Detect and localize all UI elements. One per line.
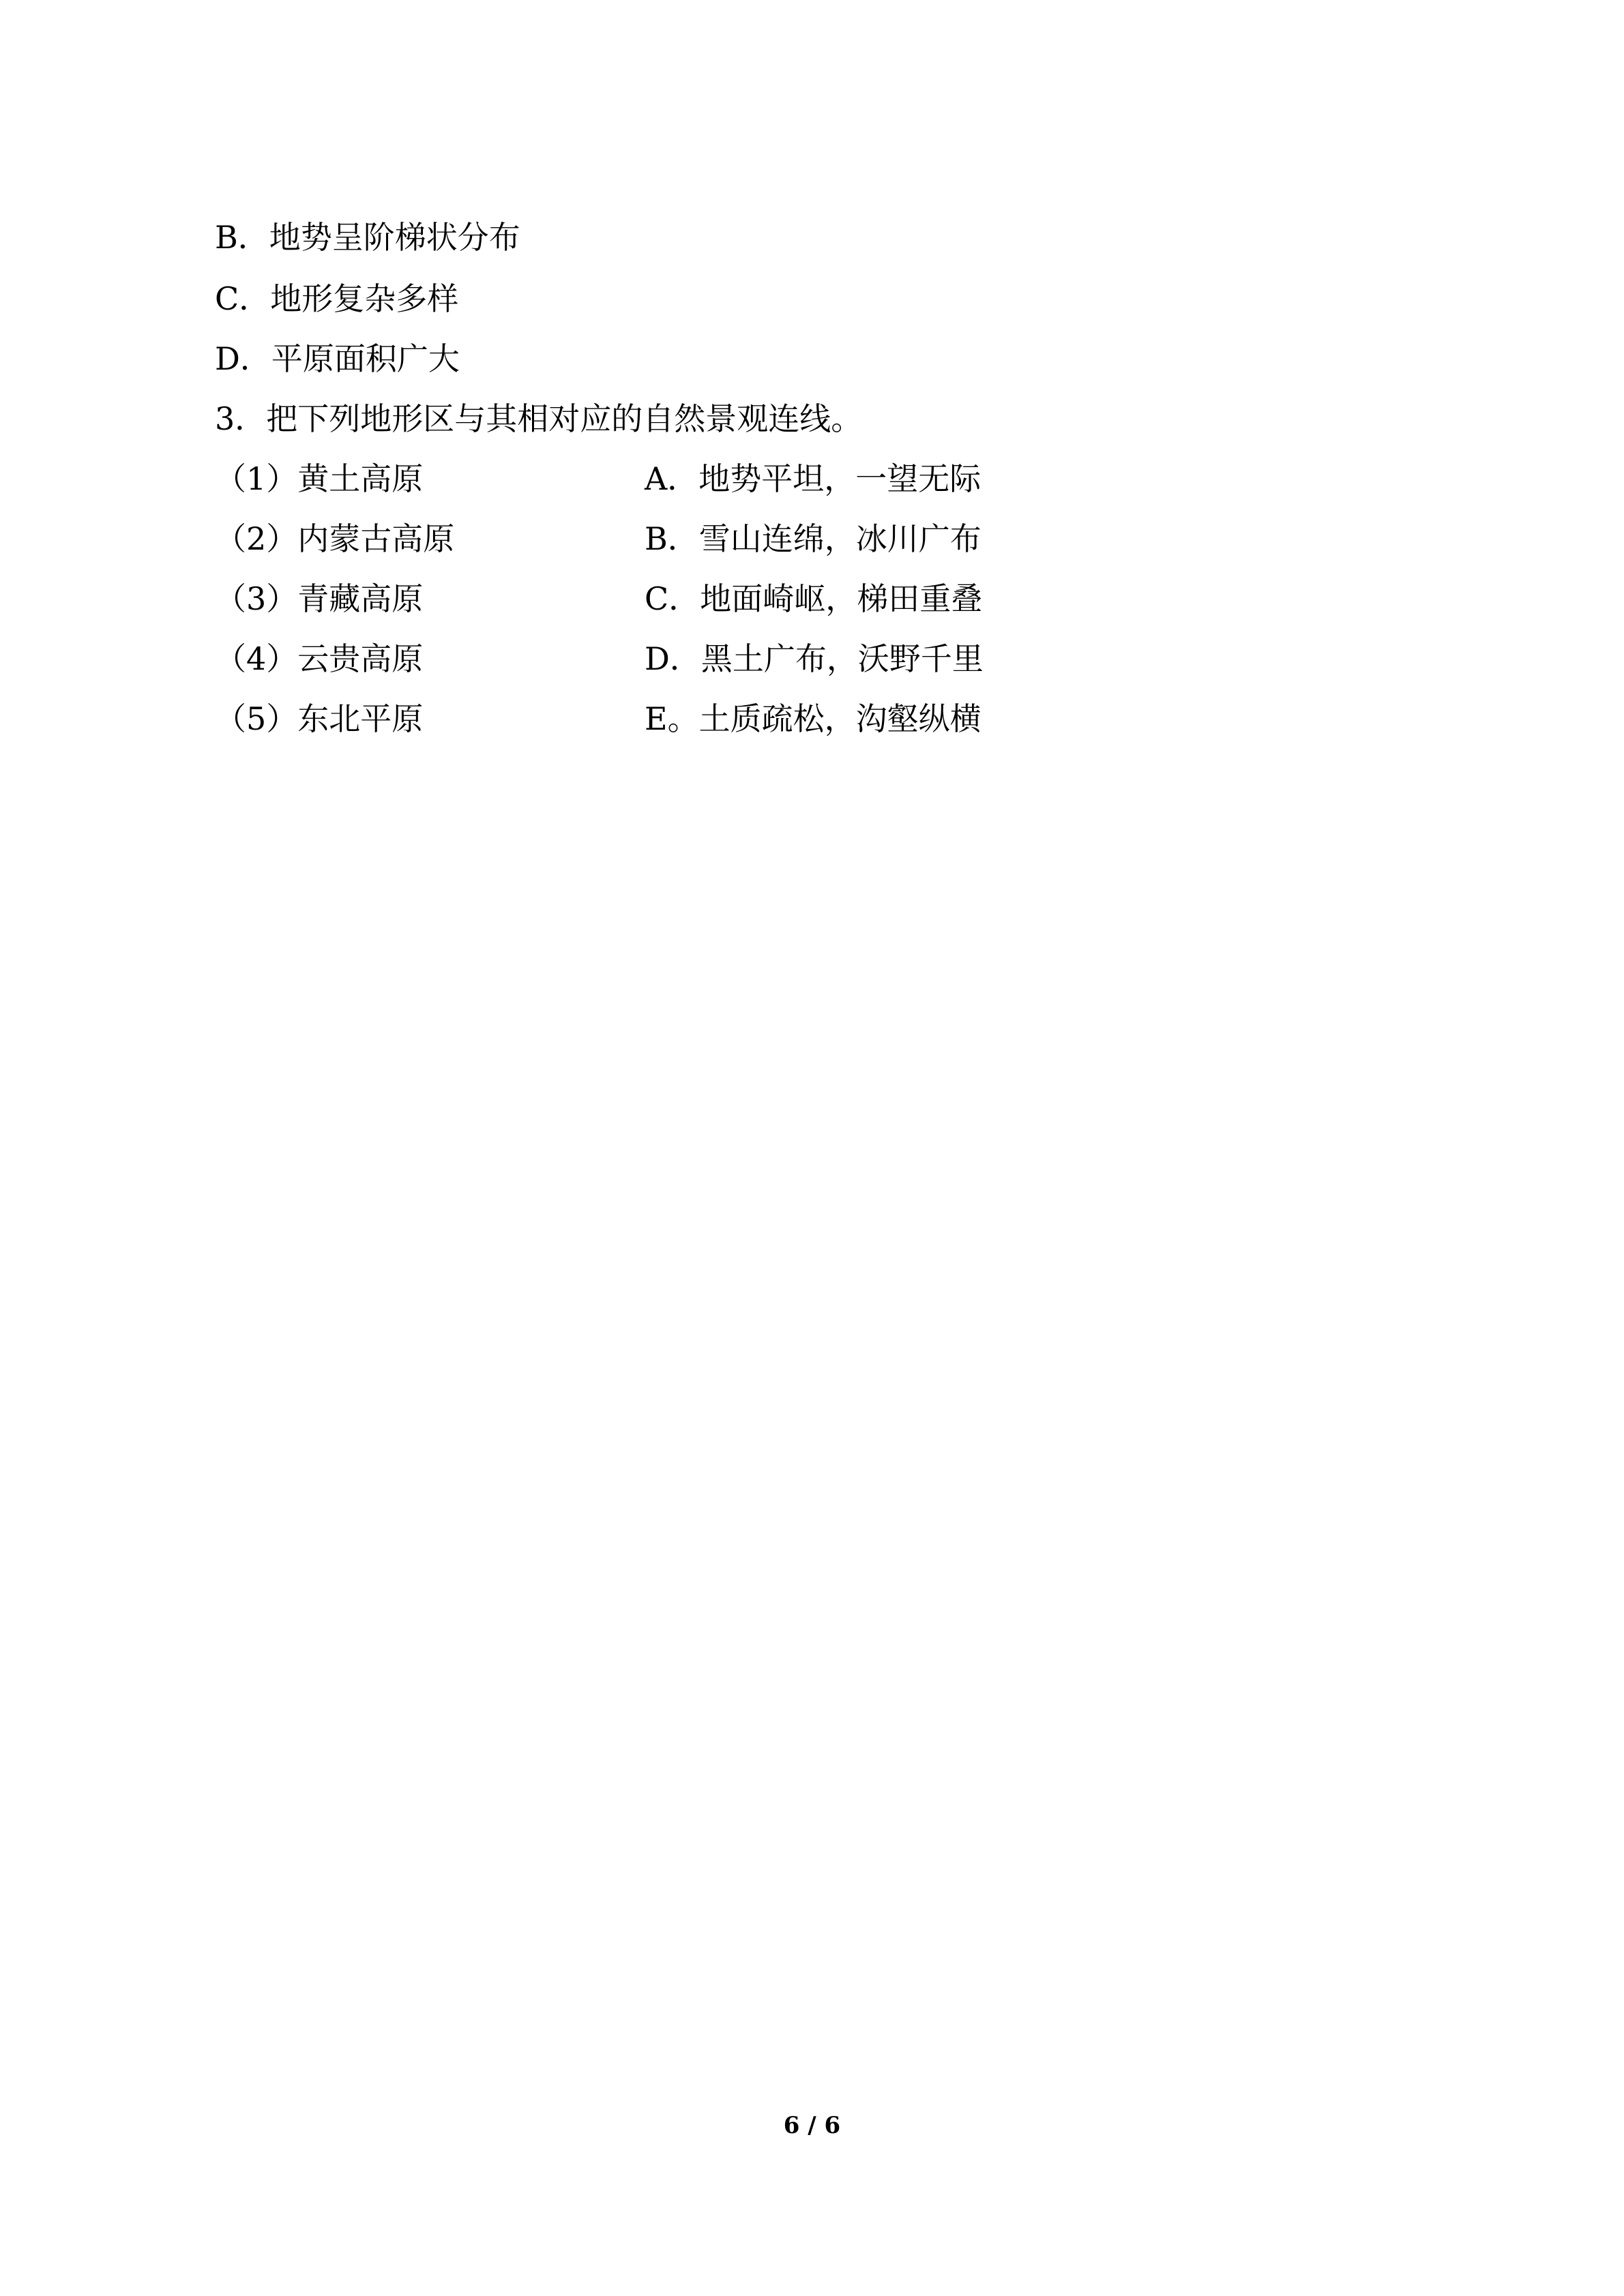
region-label: （3）青藏高原 [215,580,424,617]
matching-row [215,698,1238,739]
region-label: （2）内蒙古高原 [215,520,455,557]
option-c: C．地形复杂多样 [215,280,459,317]
matching-row [215,638,1238,679]
matching-row [215,518,1238,559]
question-3-prompt: 3．把下列地形区与其相对应的自然景观连线。 [215,400,863,437]
region-label: （5）东北平原 [215,700,424,737]
landscape-label: E。土质疏松，沟壑纵横 [645,700,981,737]
option-d: D．平原面积广大 [215,340,460,377]
landscape-label: A．地势平坦，一望无际 [645,460,981,497]
page-number: 6 / 6 [783,2112,841,2139]
region-label: （1）黄土高原 [215,460,424,497]
matching-row [215,578,1238,619]
landscape-label: C．地面崎岖，梯田重叠 [645,580,983,617]
landscape-label: D．黑土广布，沃野千里 [645,640,984,677]
option-b: B．地势呈阶梯状分布 [215,219,520,256]
matching-row [215,458,1238,499]
region-label: （4）云贵高原 [215,640,424,677]
landscape-label: B．雪山连绵，冰川广布 [645,520,981,557]
